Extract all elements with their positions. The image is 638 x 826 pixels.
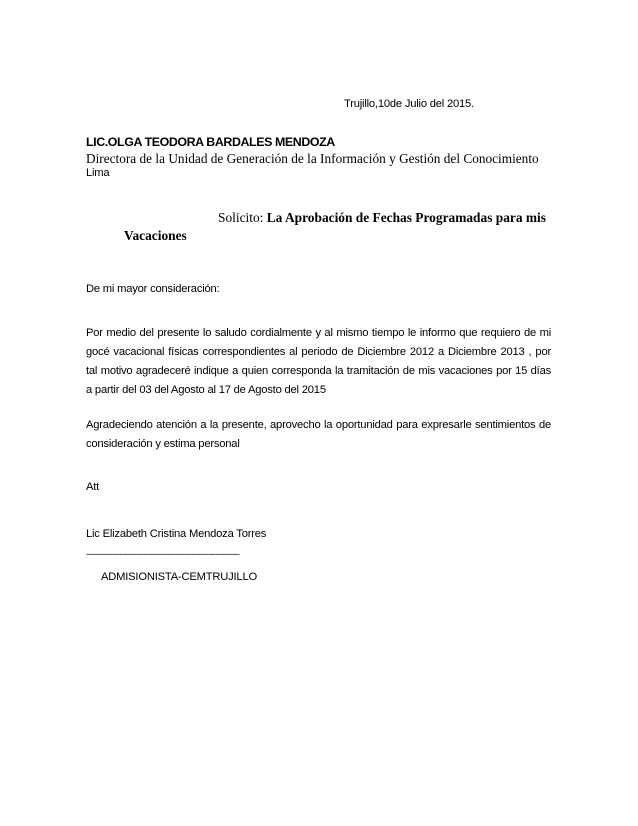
greeting: De mi mayor consideración:: [86, 283, 220, 295]
subject-text: La Aprobación de Fechas Programadas para mis: [266, 210, 546, 225]
subject-label: Solicito:: [218, 210, 264, 225]
subject-line: [218, 210, 548, 226]
recipient-title: Directora de la Unidad de Generación de la Información y Gestión del Conocimiento: [86, 151, 539, 166]
recipient-name: LIC.OLGA TEODORA BARDALES MENDOZA: [86, 135, 335, 149]
recipient-city: Lima: [86, 167, 110, 179]
signer-position: ADMISIONISTA-CEMTRUJILLO: [101, 571, 257, 583]
signer-name: Lic Elizabeth Cristina Mendoza Torres: [86, 528, 267, 540]
subject-continuation: Vacaciones: [124, 228, 187, 243]
body-paragraph-request: Por medio del presente lo saludo cordialmente y al mismo tiempo le informo que requiero de mi gocé vacacional físicas correspondientes al periodo de Diciembre 2012 a Diciembre 2013 , por tal motivo agradeceré indique a quien corresponda la tramitación de mis vacaciones por 15 días a partir del 03 del Agosto al 17 de Agosto del 2015: [86, 327, 551, 396]
signature-line: ----------------------------------------------------------------: [86, 549, 240, 559]
body-paragraph-thanks: Agradeciendo atención a la presente, aprovecho la oportunidad para expresarle sentimientos de consideración y estima personal: [86, 419, 551, 450]
closing: Att: [86, 481, 100, 493]
letter-date: Trujillo,10de Julio del 2015.: [344, 98, 474, 110]
